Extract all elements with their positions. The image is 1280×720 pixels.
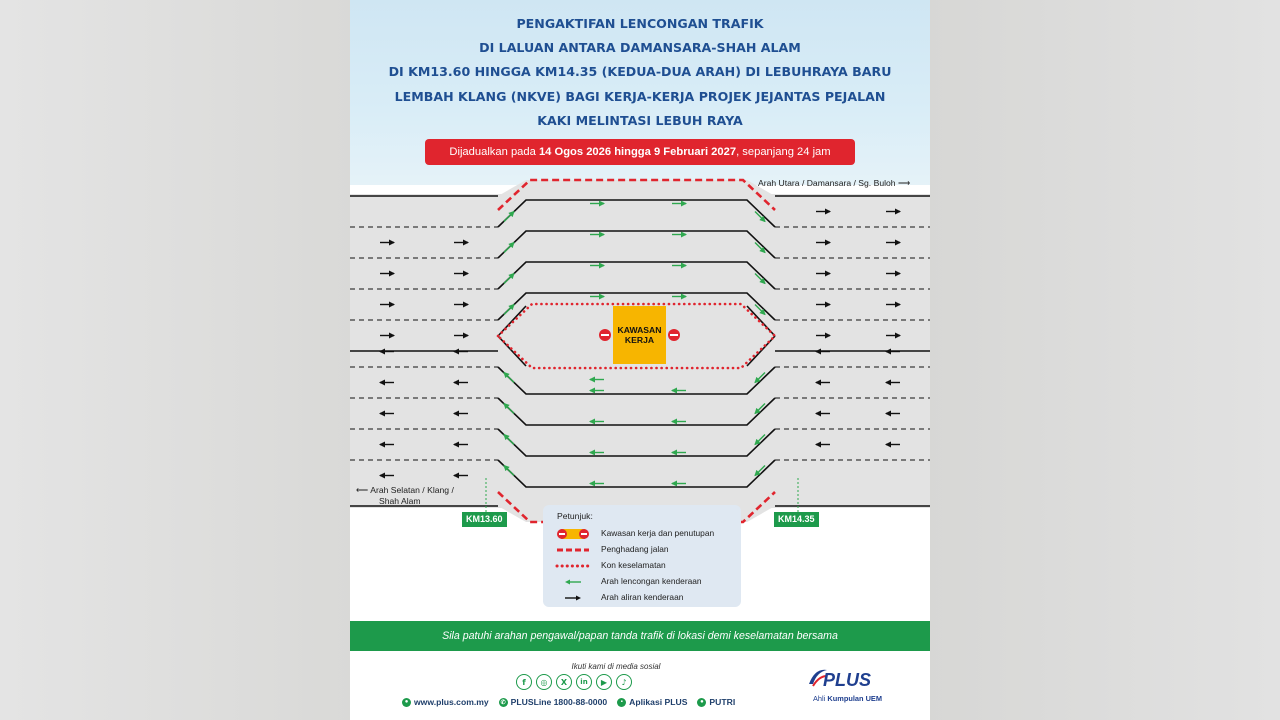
putri-text: PUTRI (709, 697, 736, 707)
instagram-icon[interactable]: ◎ (536, 674, 552, 690)
safety-notice-banner: Sila patuhi arahan pengawal/papan tanda trafik di lokasi demi keselamatan bersama (350, 621, 930, 651)
app-text: Aplikasi PLUS (629, 697, 688, 707)
title-line-5: KAKI MELINTASI LEBUH RAYA (537, 112, 743, 128)
arrow-right-icon: ⟶ (897, 178, 911, 188)
website-text: www.plus.com.my (414, 697, 489, 707)
logo-tagline-prefix: Ahli (813, 694, 828, 703)
km-marker-start: KM13.60 (462, 512, 507, 527)
facebook-icon[interactable]: f (516, 674, 532, 690)
arrow-left-icon: ⟵ (356, 485, 371, 495)
globe-icon: ● (402, 698, 411, 707)
legend-item-diversion (555, 575, 735, 589)
no-entry-icon (555, 527, 591, 541)
work-zone-label-1: KAWASAN (617, 325, 662, 335)
x-icon[interactable]: X (556, 674, 572, 690)
south-direction-text-1: Arah Selatan / Klang / (370, 485, 454, 495)
no-entry-icon (668, 329, 680, 341)
legend-label: Penghadang jalan (601, 544, 669, 554)
app-link[interactable] (617, 697, 687, 707)
legend-item-cones (555, 559, 735, 573)
legend-title: Petunjuk: (557, 511, 593, 521)
title-line-1: PENGAKTIFAN LENCONGAN TRAFIK (516, 16, 764, 31)
green-arrow-icon (555, 575, 591, 589)
phone-icon: ✆ (500, 699, 506, 706)
km-marker-line-end (796, 478, 800, 514)
no-entry-icon (599, 329, 611, 341)
legend-label: Arah aliran kenderaan (601, 592, 684, 602)
advisory-poster (350, 0, 930, 720)
social-icons (516, 674, 632, 694)
south-direction-label (356, 485, 454, 506)
contact-bar (402, 697, 735, 707)
traffic-diversion-diagram (350, 170, 930, 530)
legend-label: Kon keselamatan (601, 560, 666, 570)
legend-label: Kawasan kerja dan penutupan (601, 528, 715, 538)
putri-link[interactable] (697, 697, 735, 707)
plus-logo (805, 662, 885, 710)
title-line-2: DI LALUAN ANTARA DAMANSARA-SHAH ALAM (479, 40, 801, 56)
work-zone-label-2: KERJA (624, 335, 655, 345)
dotted-cone-icon (555, 559, 591, 573)
legend-panel (543, 505, 741, 607)
poster-title (350, 12, 930, 133)
legend-label: Arah lencongan kenderaan (601, 576, 702, 586)
title-line-4: LEMBAH KLANG (NKVE) BAGI KERJA-KERJA PROJEK JEJANTAS PEJALAN (394, 88, 886, 104)
chat-icon: ● (697, 698, 706, 707)
plusline-text: PLUSLine 1800-88-0000 (510, 697, 608, 707)
km-marker-line-start (484, 478, 488, 514)
logo-tagline (813, 694, 882, 703)
black-arrow-icon (555, 591, 591, 605)
title-line-3: DI KM13.60 HINGGA KM14.35 (KEDUA-DUA ARAH) DI LEBUHRAYA BARU (388, 64, 892, 80)
work-zone-box (613, 306, 666, 364)
schedule-dates: 14 Ogos 2026 hingga 9 Februari 2027 (538, 146, 737, 158)
logo-brand: PLUS (823, 670, 872, 690)
north-direction-label (758, 178, 910, 189)
linkedin-icon[interactable]: in (576, 674, 592, 690)
legend-item-work-zone (555, 527, 735, 541)
logo-tagline-bold: Kumpulan UEM (827, 694, 882, 703)
schedule-suffix: , sepanjang 24 jam (736, 146, 831, 158)
km-marker-end: KM14.35 (774, 512, 819, 527)
tiktok-icon[interactable]: ♪ (616, 674, 632, 690)
dashed-barrier-icon (555, 543, 591, 557)
website-link[interactable] (402, 697, 489, 707)
legend-item-flow (555, 591, 735, 605)
social-media-label: Ikuti kami di media sosial (571, 662, 661, 671)
youtube-icon[interactable]: ▶ (596, 674, 612, 690)
app-icon: ▪ (617, 698, 626, 707)
south-direction-text-2: Shah Alam (379, 495, 421, 506)
schedule-prefix: Dijadualkan pada (449, 146, 539, 158)
schedule-banner (425, 139, 855, 165)
legend-item-barrier (555, 543, 735, 557)
detour-widening-north (498, 180, 775, 196)
plusline-link[interactable] (499, 697, 608, 707)
north-direction-text: Arah Utara / Damansara / Sg. Buloh (758, 178, 896, 188)
